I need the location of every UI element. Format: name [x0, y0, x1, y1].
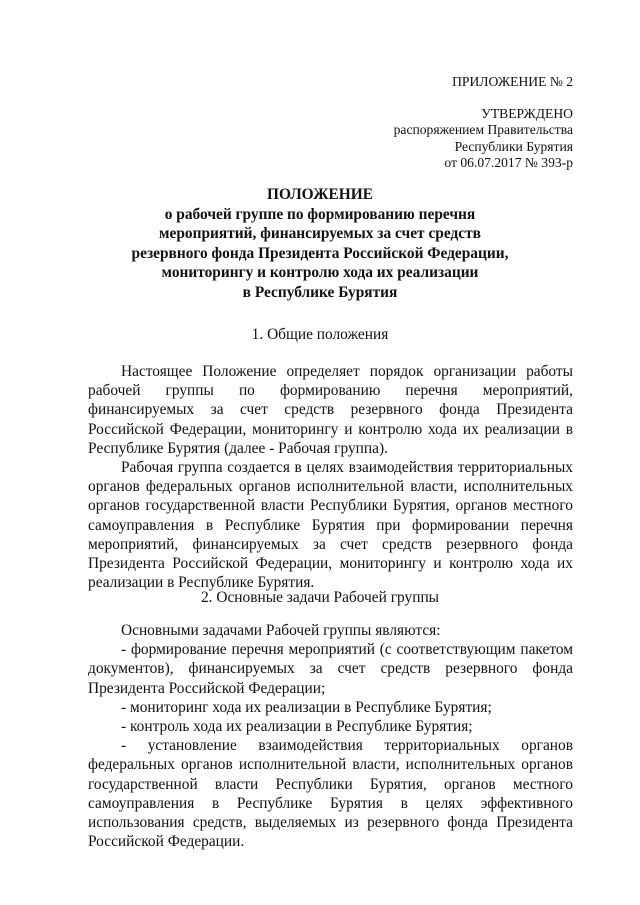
approval-date-number: от 06.07.2017 № 393-р — [444, 155, 573, 171]
section-1-heading: 1. Общие положения — [251, 326, 389, 343]
title-line-4: резервного фонда Президента Российской Федерации, — [131, 244, 509, 262]
title-line-2: о рабочей группе по формированию перечня — [164, 205, 476, 223]
section-2-heading: 2. Основные задачи Рабочей группы — [200, 589, 440, 606]
title-line-3: мероприятий, финансируемых за счет средств — [159, 225, 481, 243]
title-line-1: ПОЛОЖЕНИЕ — [267, 186, 373, 203]
approved-by-line2: Республики Бурятия — [454, 138, 573, 154]
document-title — [0, 185, 640, 303]
paragraph: Настоящее Положение определяет порядок организации работы рабочей группы по формированию перечня мероприятий, финансируемых за счет средств резервного фонда Президента Российской Федерации, мониторингу и контролю хода их реализации в Республике Бурятия (далее - Рабочая группа). — [88, 363, 573, 457]
list-item: - мониторинг хода их реализации в Республике Бурятия; — [121, 698, 492, 716]
paragraph: Основными задачами Рабочей группы являются: — [121, 622, 441, 639]
title-line-6: в Республике Бурятия — [242, 283, 398, 301]
appendix-label: ПРИЛОЖЕНИЕ № 2 — [452, 74, 573, 89]
section-1-body — [88, 362, 573, 592]
paragraph: Рабочая группа создается в целях взаимодействия территориальных органов федеральных органов исполнительной власти, исполнительных органов государственной власти Республики Бурятия, органов местного самоуправления в Республике Бурятия при формировании перечня мероприятий, финансируемых за счет средств резервного фонда Президента Российской Федерации, мониторингу и контролю хода их реализации в Республике Бурятия. — [88, 459, 573, 592]
approved-by-line1: распоряжением Правительства — [393, 122, 573, 138]
list-item: - установление взаимодействия территориальных органов федеральных органов исполнительной власти, исполнительных органов государственной власти Республики Бурятия, органов местного самоуправления в Республике Бурятия в целях эффективного использования средств, выделяемых из резервного фонда Президента Российской Федерации. — [88, 737, 573, 851]
approval-header — [394, 74, 573, 172]
title-line-5: мониторингу и контролю хода их реализации — [161, 264, 479, 282]
list-item: - формирование перечня мероприятий (с соответствующим пакетом документов), финансируемых за счет средств резервного фонда Президента Российской Федерации; — [88, 641, 573, 697]
approved-label: УТВЕРЖДЕНО — [481, 105, 573, 121]
list-item: - контроль хода их реализации в Республике Бурятия; — [121, 718, 473, 736]
section-2-body — [88, 621, 573, 851]
